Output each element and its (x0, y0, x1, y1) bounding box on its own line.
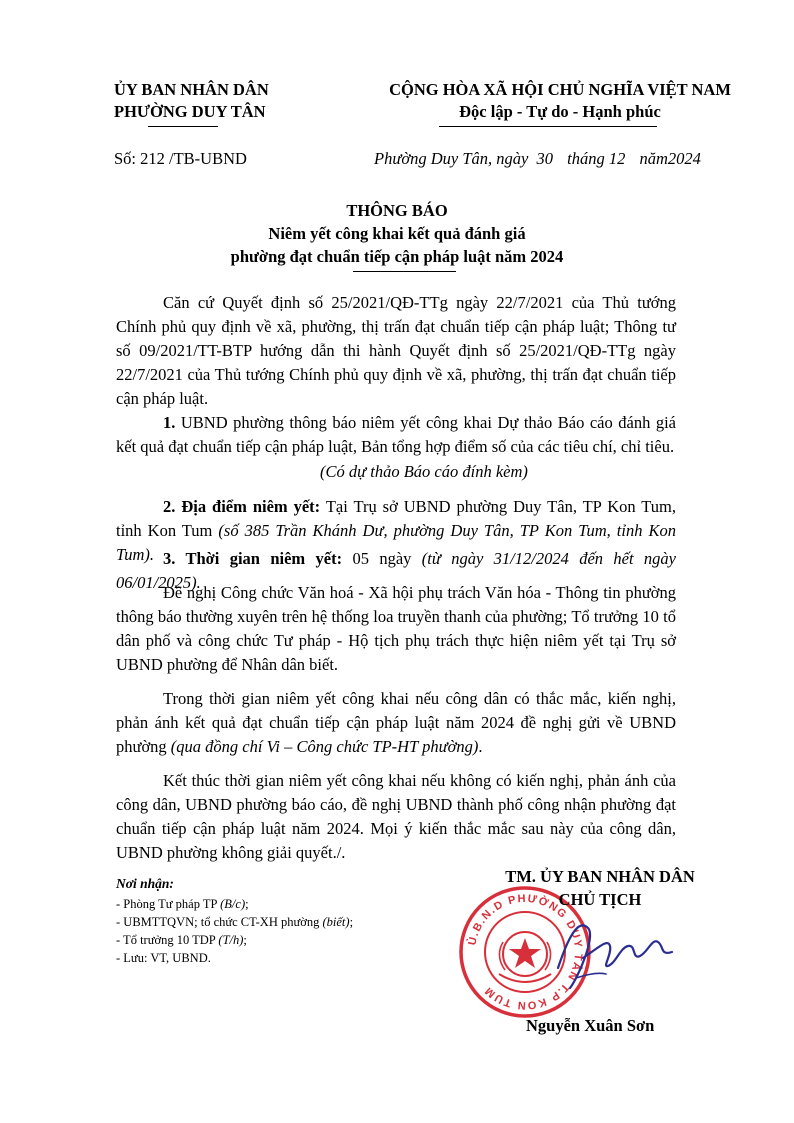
motto-underline (439, 126, 657, 127)
recipient-item: - Phòng Tư pháp TP (B/c); (116, 897, 249, 911)
item-1-text: UBND phường thông báo niêm yết công khai Dự thảo Báo cáo đánh giá kết quả đạt chuẩn tiếp cận pháp luật, Bản tổng hợp điểm số của các tiêu chí, chỉ tiêu. (116, 413, 676, 456)
date-month: 12 (608, 149, 626, 168)
recipient-item: - Lưu: VT, UBND. (116, 951, 211, 965)
place-date (374, 147, 701, 171)
feedback-contact: (qua đồng chí Vi – Công chức TP-HT phường) (170, 737, 479, 756)
feedback-end: . (478, 737, 483, 756)
request-paragraph: Đề nghị Công chức Văn hoá - Xã hội phụ trách Văn hóa - Thông tin phường thông báo thường xuyên trên hệ thống loa truyền thanh của phường; Tổ trưởng 10 tổ dân phố và công chức Tư pháp - Hộ tịch phụ trách thực hiện niêm yết tại Trụ sở UBND phường để Nhân dân biết. (116, 583, 676, 674)
date-year: 2024 (667, 149, 701, 168)
date-day: 30 (536, 149, 553, 168)
item-2-text: Tại Trụ sở UBND phường Duy Tân, TP Kon Tum, tỉnh Kon Tum (116, 497, 676, 540)
closing-paragraph: Kết thúc thời gian niêm yết công khai nếu không có kiến nghị, phản ánh của công dân, UBND phường báo cáo, đề nghị UBND thành phố công nhận phường đạt chuẩn tiếp cận pháp luật năm 2024. Mọi ý kiến thắc mắc sau này của công dân, UBND phường không giải quyết./. (116, 771, 676, 862)
document-number: Số: 212 /TB-UBND (114, 149, 247, 168)
item-2-note: (số 385 Trần Khánh Dư, phường Duy Tân, TP Kon Tum, tỉnh Kon Tum). (116, 521, 676, 564)
svg-text:Ủ.B.N.D PHƯỜNG DUY TÂN T.P KON: Ủ.B.N.D PHƯỜNG DUY TÂN T.P KON TUM (466, 892, 585, 1012)
document-type: THÔNG BÁO (346, 201, 448, 220)
handwritten-signature-icon (548, 908, 678, 993)
document-title-line1: Niêm yết công khai kết quả đánh giá (268, 224, 526, 243)
document-title-line2: phường đạt chuẩn tiếp cận pháp luật năm 2024 (230, 247, 564, 266)
date-month-label: tháng (567, 149, 605, 168)
item-3-text: 05 ngày (342, 549, 422, 568)
signer-position: CHỦ TỊCH (558, 890, 642, 909)
nation-line: CỘNG HÒA XÃ HỘI CHỦ NGHĨA VIỆT NAM (389, 80, 731, 99)
feedback-paragraph (116, 687, 676, 759)
recipients-list (116, 895, 353, 967)
place: Phường Duy Tân, ngày (374, 149, 529, 168)
title-underline (353, 271, 456, 272)
recipient-item: - UBMTTQVN; tổ chức CT-XH phường (biết); (116, 915, 354, 929)
item-1 (116, 411, 676, 459)
date-year-label: năm (639, 149, 668, 168)
signer-name: Nguyễn Xuân Sơn (526, 1016, 655, 1035)
item-3-label: 3. Thời gian niêm yết: (163, 549, 343, 568)
item-3-note: (từ ngày 31/12/2024 đến hết ngày 06/01/2025). (116, 549, 677, 592)
issuer-underline (148, 126, 218, 127)
item-1-note: (Có dự thảo Báo cáo đính kèm) (320, 462, 528, 481)
recipient-item: - Tổ trưởng 10 TDP (T/h); (116, 933, 247, 947)
item-1-number: 1. (163, 413, 176, 432)
feedback-text: Trong thời gian niêm yết công khai nếu công dân có thắc mắc, kiến nghị, phản ánh kết quả đạt chuẩn tiếp cận pháp luật năm 2024 đề nghị gửi về UBND phường (116, 689, 676, 756)
motto-line: Độc lập - Tự do - Hạnh phúc (459, 102, 661, 121)
recipients-heading: Nơi nhận: (116, 876, 174, 891)
issuer-line1: ỦY BAN NHÂN DÂN (114, 80, 269, 99)
signer-organization: TM. ỦY BAN NHÂN DÂN (505, 867, 695, 886)
item-2-label: 2. Địa điểm niêm yết: (163, 497, 321, 516)
issuer-line2: PHƯỜNG DUY TÂN (114, 102, 266, 121)
legal-basis-paragraph: Căn cứ Quyết định số 25/2021/QĐ-TTg ngày 22/7/2021 của Thủ tướng Chính phủ quy định về xã, phường, thị trấn đạt chuẩn tiếp cận pháp luật; Thông tư số 09/2021/TT-BTP hướng dẫn thi hành Quyết định số 25/2021/QĐ-TTg ngày 22/7/2021 của Thủ tướng Chính phủ quy định về xã, phường, thị trấn đạt chuẩn tiếp cận pháp luật. (116, 293, 676, 408)
